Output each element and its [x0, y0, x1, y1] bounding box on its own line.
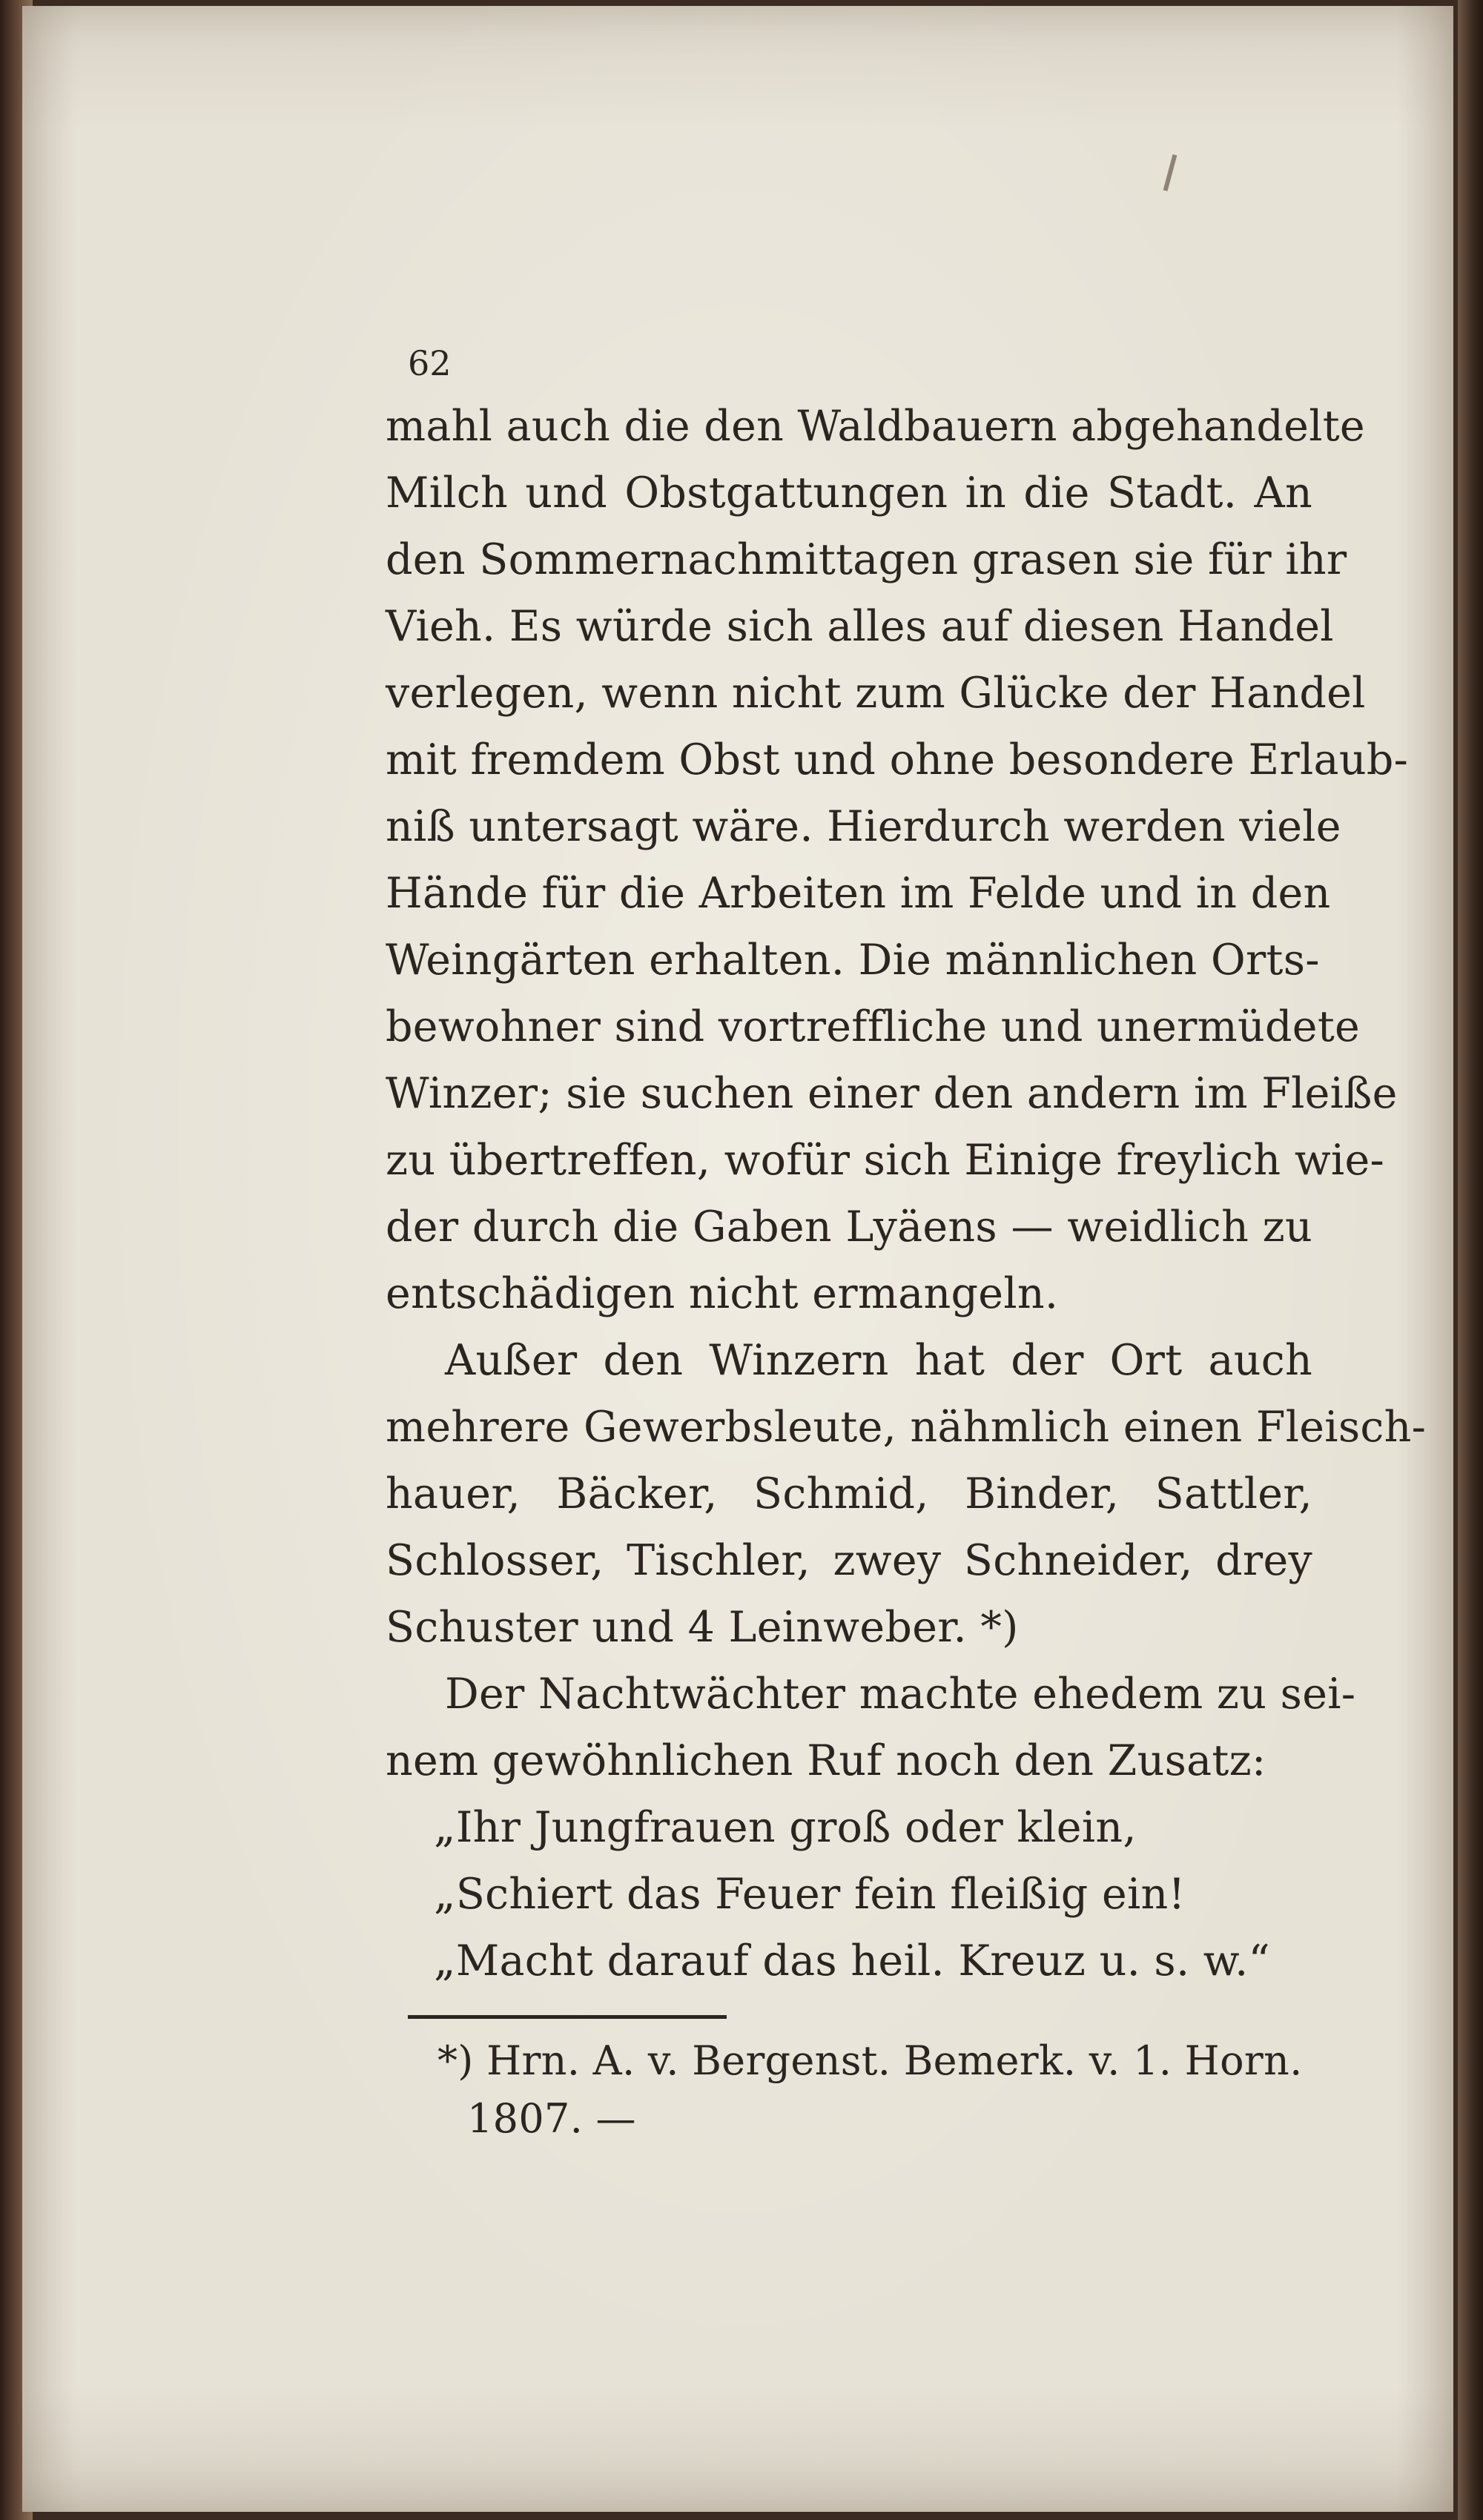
- text-line: zu übertreffen, wofür sich Einige freylich wie-: [386, 1136, 1385, 1185]
- verse-line: „Schiert das Feuer fein fleißig ein!: [434, 1870, 1186, 1919]
- paragraph-1: [386, 393, 1409, 1327]
- text-line: Außer den Winzern hat der Ort auch: [445, 1336, 1312, 1385]
- footnote-rule: [408, 2015, 727, 2019]
- paragraph-2: [386, 1327, 1427, 1661]
- text-line: Vieh. Es würde sich alles auf diesen Handel: [386, 602, 1334, 651]
- ink-mark: [1163, 154, 1178, 191]
- text-line: bewohner sind vortreffliche und unermüdete: [386, 1002, 1361, 1051]
- text-line: der durch die Gaben Lyäens — weidlich zu: [386, 1203, 1312, 1251]
- text-line: den Sommernachmittagen grasen sie für ihr: [386, 535, 1347, 584]
- footnote-line: *) Hrn. A. v. Bergenst. Bemerk. v. 1. Horn.: [437, 2037, 1303, 2084]
- text-line: Schlosser, Tischler, zwey Schneider, drey: [386, 1536, 1312, 1585]
- text-line: entschädigen nicht ermangeln.: [386, 1269, 1059, 1318]
- page-number: 62: [408, 343, 452, 383]
- page-text: [386, 341, 1427, 2148]
- text-line: mahl auch die den Waldbauern abgehandelte: [386, 402, 1365, 451]
- footnote: [386, 2032, 1312, 2148]
- text-line: Der Nachtwächter machte ehedem zu sei-: [445, 1670, 1356, 1719]
- paragraph-3: [386, 1661, 1356, 1794]
- text-line: niß untersagt wäre. Hierdurch werden viele: [386, 802, 1341, 851]
- page-edge: [1458, 0, 1483, 2520]
- text-line: Hände für die Arbeiten im Felde und in den: [386, 869, 1331, 918]
- text-line: Milch und Obstgattungen in die Stadt. An: [386, 469, 1312, 517]
- text-line: nem gewöhnlichen Ruf noch den Zusatz:: [386, 1736, 1266, 1785]
- text-line: hauer, Bäcker, Schmid, Binder, Sattler,: [386, 1469, 1312, 1518]
- text-line: mehrere Gewerbsleute, nähmlich einen Fleisch-: [386, 1403, 1427, 1452]
- footnote-line: 1807. —: [467, 2095, 636, 2142]
- text-line: mit fremdem Obst und ohne besondere Erlaub-: [386, 735, 1409, 784]
- text-line: Winzer; sie suchen einer den andern im Fleiße: [386, 1069, 1398, 1118]
- text-line: verlegen, wenn nicht zum Glücke der Handel: [386, 669, 1366, 718]
- verse-line: „Macht darauf das heil. Kreuz u. s. w.“: [434, 1937, 1270, 1985]
- verse: [386, 1794, 1312, 1994]
- text-line: Schuster und 4 Leinweber. *): [386, 1603, 1019, 1652]
- text-line: Weingärten erhalten. Die männlichen Orts-: [386, 936, 1320, 985]
- verse-line: „Ihr Jungfrauen groß oder klein,: [434, 1803, 1137, 1852]
